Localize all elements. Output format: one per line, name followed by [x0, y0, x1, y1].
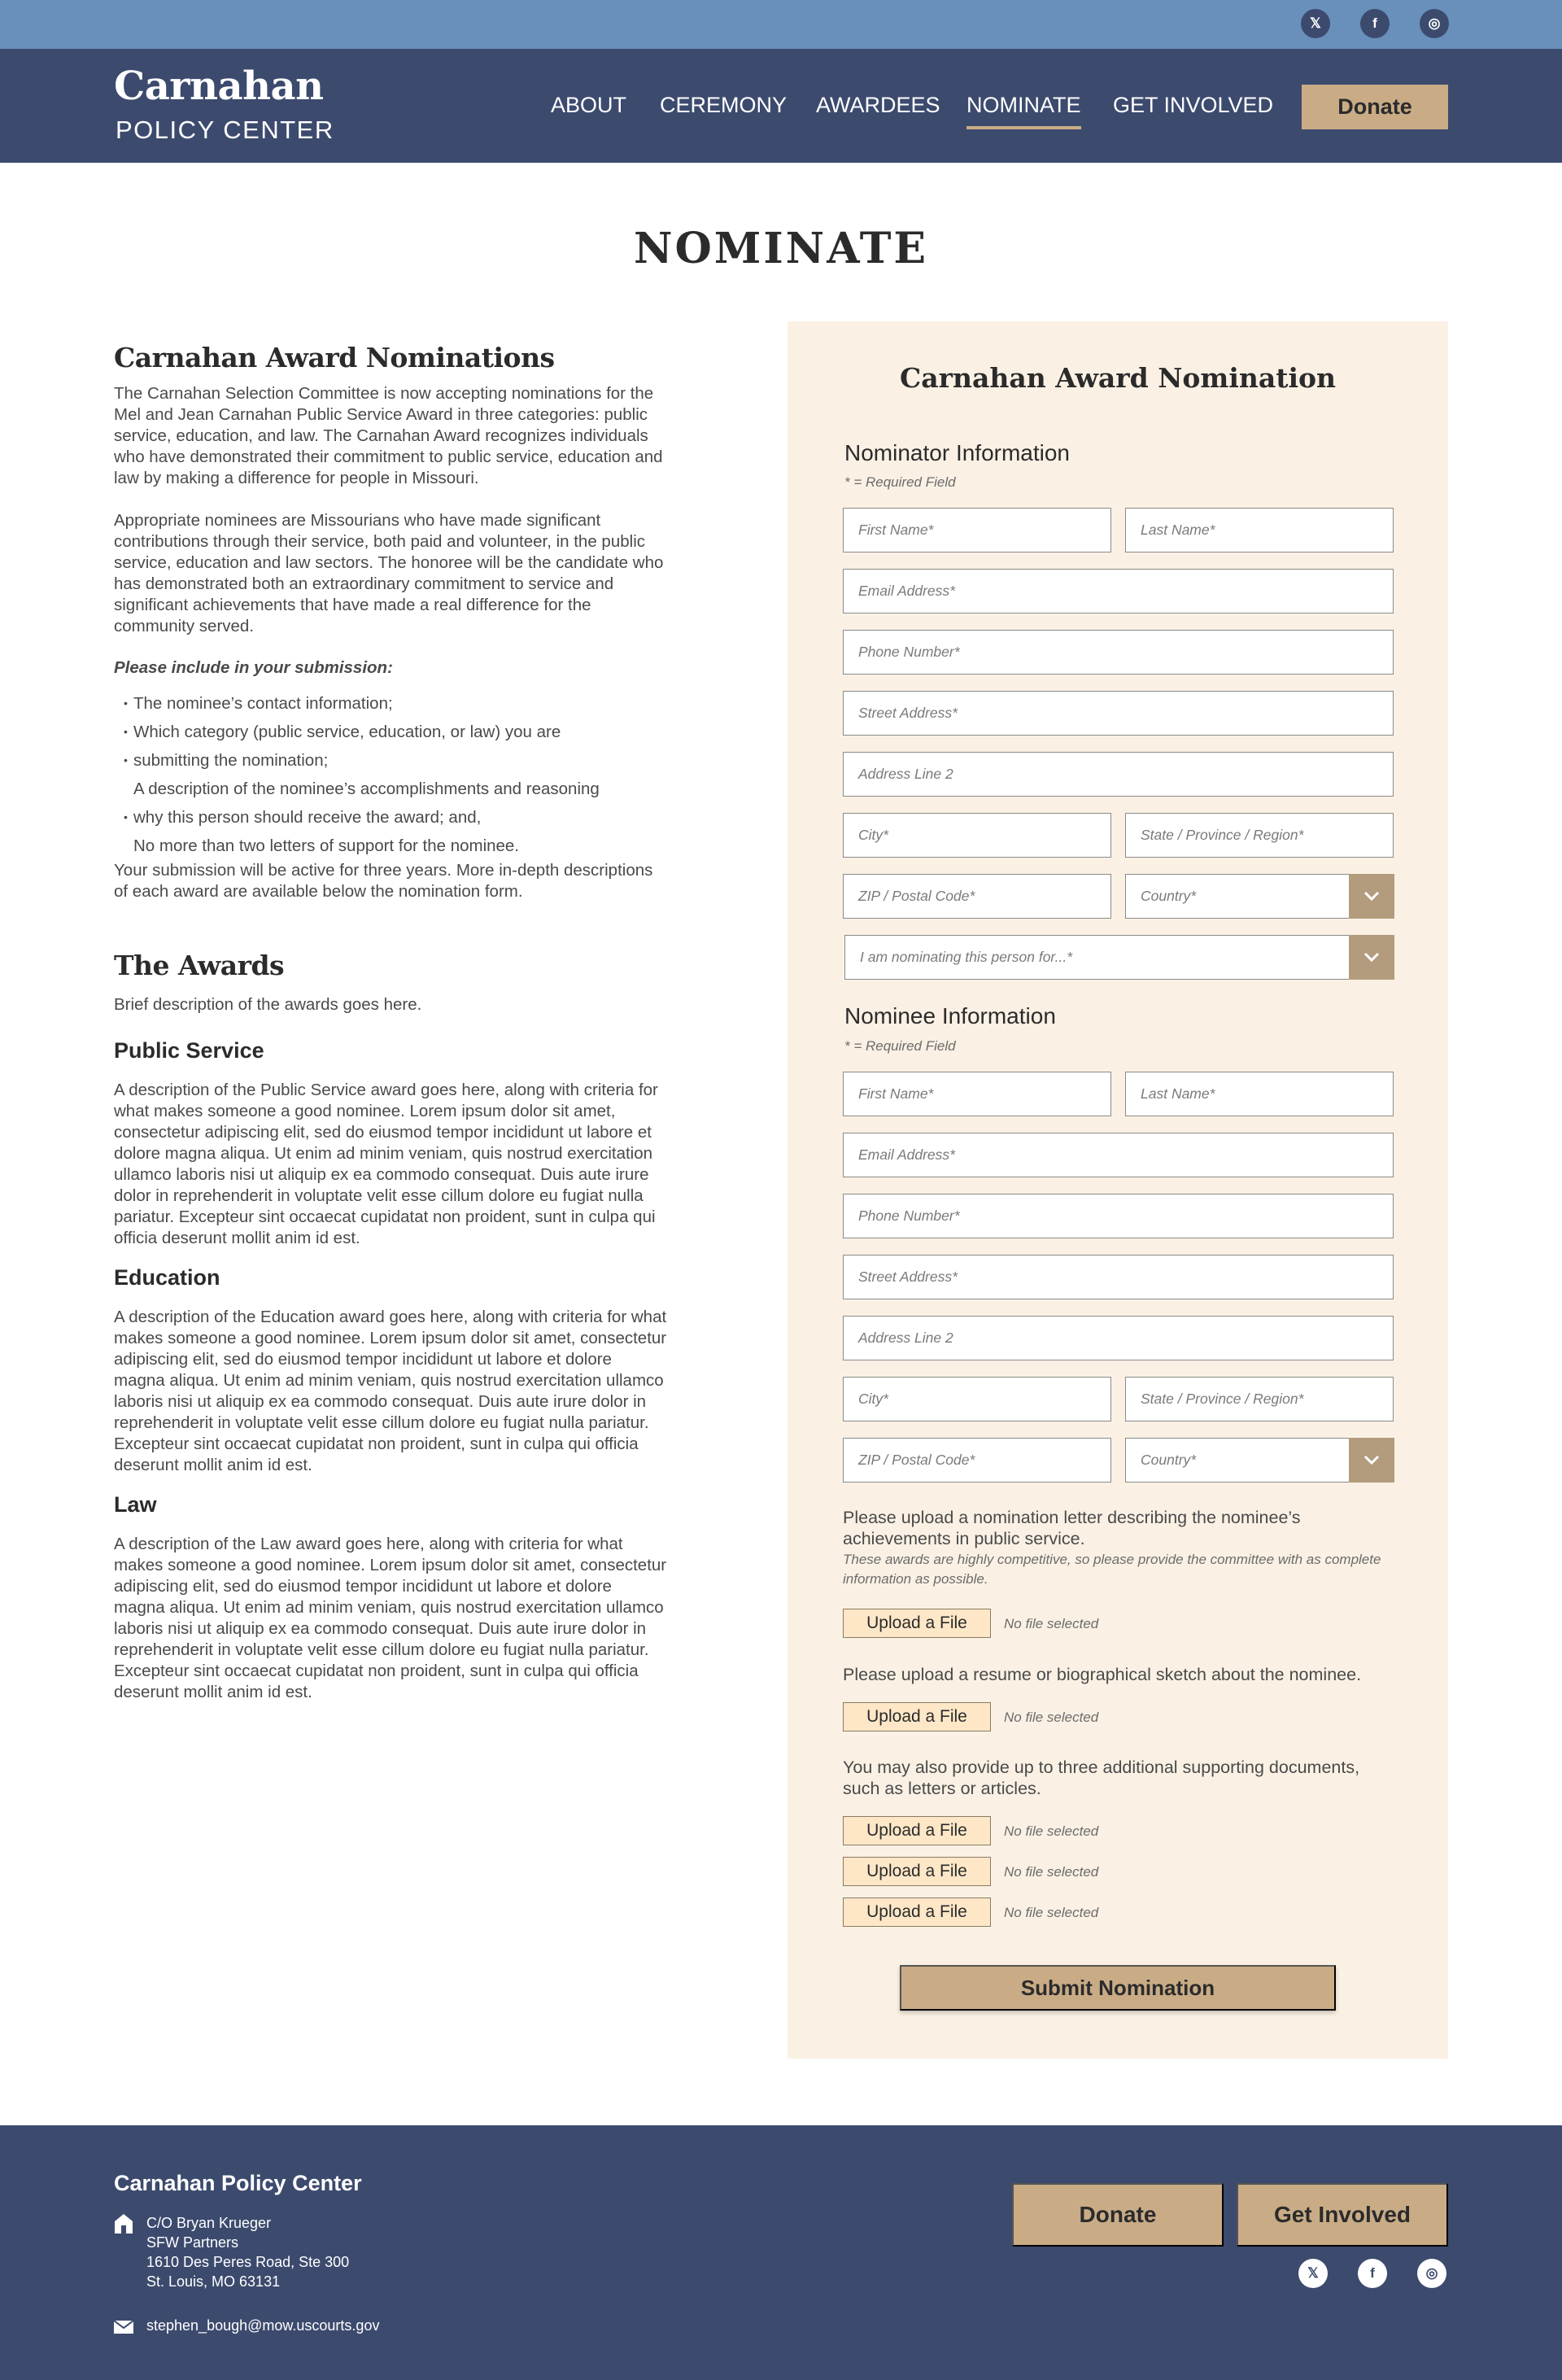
nav-about[interactable]: ABOUT	[551, 93, 627, 117]
chevron-down-icon[interactable]	[1349, 874, 1394, 919]
footer-title: Carnahan Policy Center	[114, 2171, 362, 2195]
upload-letter-button[interactable]: Upload a File	[843, 1609, 991, 1638]
law-title: Law	[114, 1492, 157, 1517]
list-item: No more than two letters of support for the nominee.	[133, 836, 520, 855]
nominee-email-input[interactable]: Email Address*	[843, 1133, 1394, 1177]
supporting-upload-prompt: You may also provide up to three additional supporting documents, such as letters or articles.	[843, 1758, 1360, 1798]
home-icon	[114, 2213, 133, 2238]
address-line: SFW Partners	[146, 2234, 239, 2251]
nominee-phone-input[interactable]: Phone Number*	[843, 1194, 1394, 1238]
nominee-city-input[interactable]: City*	[843, 1377, 1111, 1421]
facebook-icon[interactable]: f	[1358, 2259, 1387, 2288]
x-icon[interactable]: 𝕏	[1301, 9, 1330, 38]
address-line: C/O Bryan Krueger	[146, 2215, 272, 2231]
nominee-section-title: Nominee Information	[844, 1003, 1056, 1028]
awards-brief: Brief description of the awards goes here.	[114, 995, 422, 1014]
nominator-street-input[interactable]: Street Address*	[843, 691, 1394, 736]
nominator-email-input[interactable]: Email Address*	[843, 569, 1394, 614]
upload-resume-button[interactable]: Upload a File	[843, 1702, 991, 1732]
nav-awardees[interactable]: AWARDEES	[816, 93, 940, 117]
nominee-address2-input[interactable]: Address Line 2	[843, 1316, 1394, 1360]
active-note: Your submission will be active for three years. More in-depth descriptions of each award are available below the nomination form.	[114, 861, 653, 901]
required-note: * = Required Field	[844, 474, 956, 490]
file-status: No file selected	[1004, 1616, 1099, 1631]
facebook-icon[interactable]: f	[1360, 9, 1390, 38]
chevron-down-icon[interactable]	[1349, 935, 1394, 980]
footer	[0, 2125, 1562, 2380]
instagram-icon[interactable]: ◎	[1420, 9, 1449, 38]
nomination-form	[788, 321, 1448, 2059]
nominations-heading: Carnahan Award Nominations	[114, 342, 555, 373]
nominee-street-input[interactable]: Street Address*	[843, 1255, 1394, 1299]
donate-button[interactable]: Donate	[1302, 85, 1448, 129]
nominator-state-input[interactable]: State / Province / Region*	[1125, 813, 1394, 858]
nominator-section-title: Nominator Information	[844, 440, 1071, 465]
education-desc: A description of the Education award goes here, along with criteria for what makes someone a good nominee. Lorem ipsum dolor sit amet, consectetur adipiscing elit, sed do eiusmod tempor incididunt ut labore et dolore magna aliqua. Ut enim ad minim veniam, quis nostrud exercitation ullamco laboris nisi ut aliquip ex ea commodo consequat. Duis aute irure dolor in reprehenderit in voluptate velit esse cillum dolore eu fugiat nulla pariatur. Excepteur sint occaecat cupidatat non proident, sunt in culpa qui officia deserunt mollit anim id est.	[114, 1308, 667, 1474]
upload-supporting-2-button[interactable]: Upload a File	[843, 1857, 991, 1886]
nominator-address2-input[interactable]: Address Line 2	[843, 752, 1394, 797]
nav-ceremony[interactable]: CEREMONY	[660, 93, 788, 117]
law-desc: A description of the Law award goes here, along with criteria for what makes someone a good nominee. Lorem ipsum dolor sit amet, consectetur adipiscing elit, sed do eiusmod tempor incididunt ut labore et dolore magna aliqua. Ut enim ad minim veniam, quis nostrud exercitation ullamco laboris nisi ut aliquip ex ea commodo consequat. Duis aute irure dolor in reprehenderit in voluptate velit esse cillum dolore eu fugiat nulla pariatur. Excepteur sint occaecat cupidatat non proident, sunt in culpa qui officia deserunt mollit anim id est.	[114, 1535, 667, 1701]
nominee-zip-input[interactable]: ZIP / Postal Code*	[843, 1438, 1111, 1483]
address-line: St. Louis, MO 63131	[146, 2273, 281, 2290]
nominator-city-input[interactable]: City*	[843, 813, 1111, 858]
select-value: I am nominating this person for...*	[860, 949, 1073, 965]
intro-paragraph-2: Appropriate nominees are Missourians who have made significant contributions through their service, both paid and volunteer, in the public service, education and law sectors. The honoree will be the candidate who has demonstrated both an extraordinary commitment to service and significant achievements that have made a real difference for the community served.	[114, 511, 664, 635]
public-service-desc: A description of the Public Service award goes here, along with criteria for what makes someone a good nominee. Lorem ipsum dolor sit amet, consectetur adipiscing elit, sed do eiusmod tempor incididunt ut labore et dolore magna aliqua. Ut enim ad minim veniam, quis nostrud exercitation ullamco laboris nisi ut aliquip ex ea commodo consequat. Duis aute irure dolor in reprehenderit in voluptate velit esse cillum dolore eu fugiat nulla pariatur. Excepteur sint occaecat cupidatat non proident, sunt in culpa qui officia deserunt mollit anim id est.	[114, 1081, 658, 1247]
list-item: • The nominee’s contact information;	[114, 689, 667, 718]
awards-heading: The Awards	[114, 950, 285, 981]
x-icon[interactable]: 𝕏	[1298, 2259, 1328, 2288]
mail-icon	[114, 2321, 133, 2338]
list-item: A description of the nominee’s accomplishments and reasoning	[133, 780, 600, 798]
address-line: 1610 Des Peres Road, Ste 300	[146, 2254, 350, 2270]
list-item: • why this person should receive the award; and,	[114, 803, 667, 832]
letter-upload-note: These awards are highly competitive, so please provide the committee with as complete information as possible.	[843, 1552, 1381, 1587]
award-category-select[interactable]	[844, 935, 1394, 980]
file-status: No file selected	[1004, 1905, 1099, 1920]
nominee-last-name-input[interactable]: Last Name*	[1125, 1072, 1394, 1116]
nominator-country-select[interactable]	[1125, 874, 1394, 919]
file-status: No file selected	[1004, 1864, 1099, 1880]
upload-supporting-1-button[interactable]: Upload a File	[843, 1816, 991, 1845]
letter-upload-prompt: Please upload a nomination letter describing the nominee’s achievements in public service.	[843, 1508, 1301, 1548]
required-note: * = Required Field	[844, 1038, 956, 1054]
nominator-phone-input[interactable]: Phone Number*	[843, 630, 1394, 675]
footer-donate-button[interactable]: Donate	[1012, 2183, 1224, 2247]
nominator-zip-input[interactable]: ZIP / Postal Code*	[843, 874, 1111, 919]
footer-address	[146, 2213, 349, 2291]
top-utility-bar	[0, 0, 1562, 49]
footer-get-involved-button[interactable]: Get Involved	[1237, 2183, 1448, 2247]
footer-social	[1298, 2257, 1453, 2291]
select-value: Country*	[1141, 888, 1197, 904]
main-navigation	[0, 49, 1562, 163]
left-column	[114, 342, 667, 1703]
nominee-first-name-input[interactable]: First Name*	[843, 1072, 1111, 1116]
include-label: Please include in your submission:	[114, 658, 393, 677]
nominator-first-name-input[interactable]: First Name*	[843, 508, 1111, 552]
form-title: Carnahan Award Nomination	[899, 362, 1337, 394]
list-item: • submitting the nomination;	[114, 746, 667, 775]
chevron-down-icon[interactable]	[1349, 1438, 1394, 1483]
footer-email-link[interactable]: stephen_bough@mow.uscourts.gov	[146, 2317, 380, 2334]
submit-nomination-button[interactable]: Submit Nomination	[900, 1965, 1336, 2011]
logo-title[interactable]: Carnahan	[114, 63, 324, 109]
nav-get-involved[interactable]: GET INVOLVED	[1113, 93, 1274, 117]
resume-upload-prompt: Please upload a resume or biographical sketch about the nominee.	[843, 1665, 1362, 1684]
file-status: No file selected	[1004, 1823, 1099, 1839]
nav-nominate[interactable]: NOMINATE	[966, 93, 1081, 117]
nominator-last-name-input[interactable]: Last Name*	[1125, 508, 1394, 552]
nominee-state-input[interactable]: State / Province / Region*	[1125, 1377, 1394, 1421]
instagram-icon[interactable]: ◎	[1417, 2259, 1446, 2288]
file-status: No file selected	[1004, 1710, 1099, 1725]
public-service-title: Public Service	[114, 1038, 264, 1063]
nominee-country-select[interactable]	[1125, 1438, 1394, 1483]
select-value: Country*	[1141, 1452, 1197, 1468]
education-title: Education	[114, 1265, 220, 1290]
page-title: NOMINATE	[633, 224, 929, 273]
upload-supporting-3-button[interactable]: Upload a File	[843, 1897, 991, 1927]
intro-paragraph-1: The Carnahan Selection Committee is now accepting nominations for the Mel and Jean Carnahan Public Service Award in three categories: public service, education, and law. The Carnahan Award recognizes individuals who have demonstrated their commitment to public service, education and law by making a difference for people in Missouri.	[114, 384, 663, 487]
logo-subtitle[interactable]: POLICY CENTER	[116, 116, 334, 144]
list-item: • Which category (public service, education, or law) you are	[114, 718, 667, 746]
